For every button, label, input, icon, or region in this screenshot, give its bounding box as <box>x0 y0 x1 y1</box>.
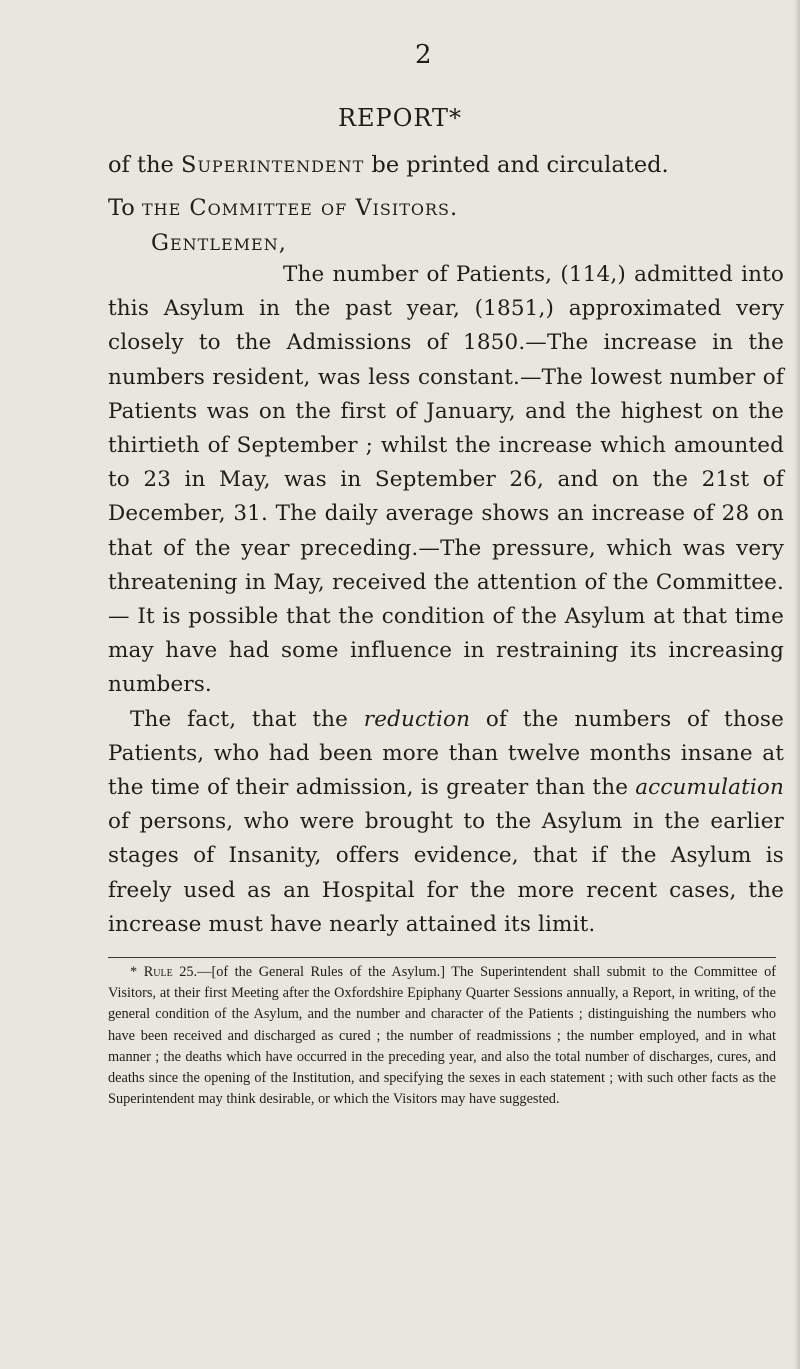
heading-line-1-pre: of the <box>108 152 182 178</box>
paragraph-2-part-2: of the numbers of those Patients, who had been more than twelve months insane at the time of their admission, is greater than the <box>108 706 784 801</box>
emphasis-reduction: reduction <box>363 706 471 732</box>
heading-superintendent: Superintendent <box>181 152 365 178</box>
heading-line-2-pre: To <box>108 195 142 221</box>
footnote-divider <box>108 957 776 958</box>
page-edge-shadow <box>794 0 800 1369</box>
heading-line-1-post: be printed and circulated. <box>364 152 669 178</box>
paragraph-2-part-1: The fact, that the <box>130 706 364 732</box>
heading-committee: the Committee of Visitors. <box>141 195 459 221</box>
report-title: REPORT* <box>337 104 463 132</box>
footnote-marker: * <box>130 964 144 980</box>
heading-line-2 <box>108 191 458 225</box>
footnote-rule-ref: Rule 25. <box>143 964 198 980</box>
page-number: 2 <box>415 40 432 70</box>
paragraph-2-part-3: of persons, who were brought to the Asylum in the earlier stages of Insanity, offers evidence, that if the Asylum is freely used as an Hospital for the more recent cases, the increase must have nearly attained its limit. <box>108 809 784 937</box>
paragraph-2 <box>108 703 784 942</box>
heading-line-1 <box>108 148 669 182</box>
emphasis-accumulation: accumulation <box>635 775 784 801</box>
footnote-text: —[of the General Rules of the Asylum.] The Superintendent shall submit to the Committee of Visitors, at their first Meeting after the Oxfordshire Epiphany Quarter Sessions annually, a Report, in writing, of the general condition of the Asylum, and the number and character of the Patients ; distinguishing the numbers who have been received and discharged as cured ; the number of readmissions ; the number employed, and in what manner ; the deaths which have occurred in the preceding year, and also the total number of discharges, cures, and deaths since the opening of the Institution, and specifying the sexes in each statement ; with such other facts as the Superintendent may think desirable, or which the Visitors may have suggested. <box>108 964 776 1108</box>
salutation: Gentlemen, <box>151 230 287 256</box>
footnote <box>108 962 776 1110</box>
report-body <box>108 258 784 942</box>
paragraph-1: The number of Patients, (114,) admitted into this Asylum in the past year, (1851,) approximated very closely to the Admissions of 1850.—The increase in the numbers resident, was less constant.—The lowest number of Patients was on the first of January, and the highest on the thirtieth of September ; whilst the increase which amounted to 23 in May, was in September 26, and on the 21st of December, 31. The daily average shows an increase of 28 on that of the year preceding.—The pressure, which was very threatening in May, received the attention of the Committee.— It is possible that the condition of the Asylum at that time may have had some influence in restraining its increasing numbers. <box>108 262 784 698</box>
